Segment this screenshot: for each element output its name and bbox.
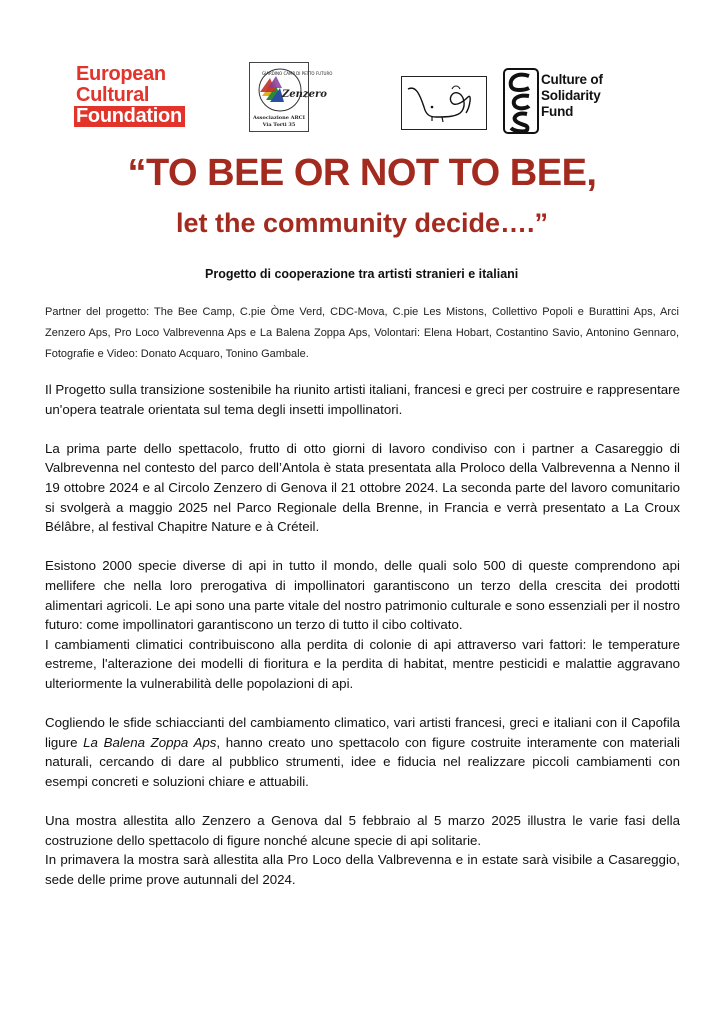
document-body [45,380,680,909]
project-subtitle: Progetto di cooperazione tra artisti stranieri e italiani [205,267,519,281]
zenzero-arc-text: GIARDINO CAMP DI PETTO FUTURO [262,71,333,76]
csf-logo-line: Fund [541,104,574,119]
body-text-italic: La Balena Zoppa Aps [83,734,217,750]
zenzero-address: Via Torti 35 [262,122,296,128]
body-paragraph: I cambiamenti climatici contribuiscono alla perdita di colonie di api attraverso vari fattori: le temperature estreme, l'alterazione dei modelli di fioritura e la perdita di habitat, mentre pesticidi e malattie aggravano ulteriormente la vulnerabilità delle popolazioni di api. [45,636,680,691]
body-paragraph: La prima parte dello spettacolo, frutto di otto giorni di lavoro condiviso con i partner a Casareggio di Valbrevenna nel contesto del parco dell’Antola è stata presentata alla Proloco della Valbrevenna a Nenno il 19 ottobre 2024 e al Circolo Zenzero di Genova il 21 ottobre 2024. La seconda parte del lavoro comunitario si svolgerà a maggio 2025 nel Parco Regionale della Brenne, in Francia e verrà presentato a La Croux Bélâbre, al festival Chapitre Nature e à Créteil. [45,440,680,535]
page-title: “TO BEE OR NOT TO BEE, [127,152,597,194]
body-paragraph: In primavera la mostra sarà allestita alla Pro Loco della Valbrevenna e in estate sarà visibile a Casareggio, sede delle prime prove autunnali del 2024. [45,852,680,887]
zenzero-name: Zenzero [282,89,327,100]
csf-logo-line: Culture of [541,72,603,87]
culture-of-solidarity-fund-logo [503,68,625,134]
csf-logo-text [541,72,603,120]
csf-emblem-icon [503,68,539,134]
drawing-logo-icon [402,77,486,129]
drawing-logo [401,76,487,130]
logo-bar [0,0,724,140]
body-text: , hanno creato uno spettacolo con figure costruite interamente con materiali naturali, cercando di dare al pubblico strumenti, idee e fiducia nel realizzare piccoli cambiamenti con esempi concreti e soluzioni chiare e attuabili. [45,734,680,789]
european-cultural-foundation-logo [76,64,192,136]
page-title-secondary: let the community decide….” [175,208,549,238]
ecf-logo-line: Foundation [74,106,185,127]
zenzero-logo [249,62,333,132]
body-paragraph [45,713,680,791]
ecf-logo-line: European [76,63,166,85]
ecf-logo-line: Cultural [76,84,150,106]
csf-logo-line: Solidarity [541,88,601,103]
body-paragraph: Una mostra allestita allo Zenzero a Genova dal 5 febbraio al 5 marzo 2025 illustra le varie fasi della costruzione dello spettacolo di figure nonché alcune specie di api solitarie. [45,813,680,848]
body-paragraph: Esistono 2000 specie diverse di api in tutto il mondo, delle quali solo 500 di queste comprendono api mellifere che nella loro prerogativa di impollinatori garantiscono un terzo della crescita dei prodotti alimentari agricoli. Le api sono una parte vitale del nostro patrimonio culturale e sono essenziali per il nostro futuro: come impollinatori garantiscono un terzo di tutto il cibo coltivato. [45,558,680,633]
body-text: Cogliendo le sfide schiaccianti del cambiamento climatico, vari artisti francesi, greci e italiani con il Capofila ligure [45,715,680,750]
body-paragraph: Il Progetto sulla transizione sostenibile ha riunito artisti italiani, francesi e greci per costruire e rappresentare un'opera teatrale orientata sul tema degli insetti impollinatori. [45,382,680,417]
zenzero-caption: Associazione ARCI [252,115,305,121]
zenzero-emblem-icon [254,66,333,112]
partners-paragraph: Partner del progetto: The Bee Camp, C.pie Òme Verd, CDC-Mova, C.pie Les Mistons, Collettivo Popoli e Burattini Aps, Arci Zenzero Aps, Pro Loco Valbrevenna Aps e La Balena Zoppa Aps, Volontari: Elena Hobart, Costantino Savio, Antonino Gennaro, Fotografie e Video: Donato Acquaro, Tonino Gambale. [45,306,679,360]
